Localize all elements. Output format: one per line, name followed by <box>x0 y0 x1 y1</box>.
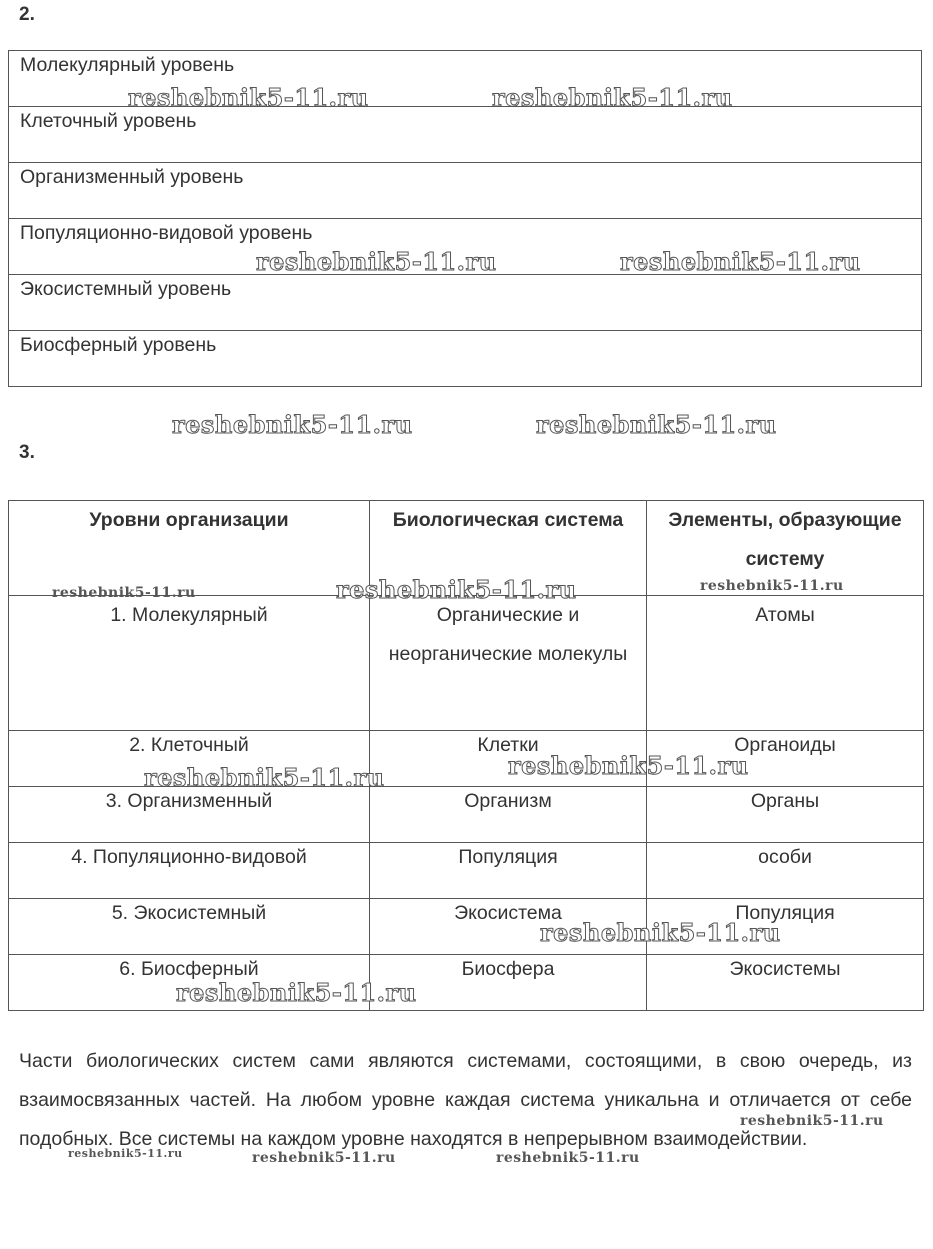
table-cell: Организм <box>370 787 647 843</box>
table-cell: Органоиды <box>647 731 924 787</box>
table-cell: Молекулярный уровень <box>9 51 922 107</box>
watermark: reshebnik5-11.ru <box>172 410 413 439</box>
watermark: reshebnik5-11.ru <box>176 978 417 1007</box>
table-cell: Популяционно-видовой уровень <box>9 219 922 275</box>
section-2-number: 2. <box>19 4 35 25</box>
watermark: reshebnik5-11.ru <box>128 83 369 112</box>
table-row <box>9 955 924 1011</box>
watermark: reshebnik5-11.ru <box>740 1113 884 1129</box>
table-cell: Экосистемы <box>647 955 924 1011</box>
explanation-paragraph: Части биологических систем сами являются системами, состоящими, в свою очередь, из взаимосвязанных частей. На любом уровне каждая система уникальна и отличается от себе подобных. Все системы на каждом уровне находятся в непрерывном взаимодействии. <box>19 1050 912 1150</box>
watermark: reshebnik5-11.ru <box>52 585 196 601</box>
table-row <box>9 899 924 955</box>
table-cell: Популяция <box>647 899 924 955</box>
table-row <box>9 596 924 731</box>
table-cell: 3. Организменный <box>9 787 370 843</box>
table-cell: 6. Биосферный <box>9 955 370 1011</box>
table-cell: Атомы <box>647 596 924 731</box>
table-row <box>9 843 924 899</box>
section-3-number: 3. <box>19 442 35 463</box>
watermark: reshebnik5-11.ru <box>540 918 781 947</box>
table-cell: 2. Клеточный <box>9 731 370 787</box>
table-cell: 1. Молекулярный <box>9 596 370 731</box>
table-cell: Клеточный уровень <box>9 107 922 163</box>
watermark: reshebnik5-11.ru <box>68 1147 183 1160</box>
column-header: Элементы, образующие систему <box>647 501 924 596</box>
table-cell: Экосистема <box>370 899 647 955</box>
watermark: reshebnik5-11.ru <box>700 578 844 594</box>
table-cell: Биосферный уровень <box>9 331 922 387</box>
watermark: reshebnik5-11.ru <box>620 247 861 276</box>
watermark: reshebnik5-11.ru <box>252 1150 396 1166</box>
watermark: reshebnik5-11.ru <box>536 410 777 439</box>
table-cell: Популяция <box>370 843 647 899</box>
table-row <box>9 331 922 387</box>
watermark: reshebnik5-11.ru <box>492 83 733 112</box>
table-cell: 4. Популяционно-видовой <box>9 843 370 899</box>
watermark: reshebnik5-11.ru <box>496 1150 640 1166</box>
table-row <box>9 163 922 219</box>
table-cell: особи <box>647 843 924 899</box>
column-header: Уровни организации <box>9 501 370 596</box>
table-cell: Экосистемный уровень <box>9 275 922 331</box>
table-row <box>9 787 924 843</box>
table-cell: Клетки <box>370 731 647 787</box>
watermark: reshebnik5-11.ru <box>144 763 385 792</box>
table-cell: Органические и неорганические молекулы <box>370 596 647 731</box>
column-header: Биологическая система <box>370 501 647 596</box>
watermark: reshebnik5-11.ru <box>256 247 497 276</box>
table-cell: Организменный уровень <box>9 163 922 219</box>
table-cell: 5. Экосистемный <box>9 899 370 955</box>
watermark: reshebnik5-11.ru <box>336 575 577 604</box>
table-cell: Биосфера <box>370 955 647 1011</box>
table-row <box>9 275 922 331</box>
table-row <box>9 107 922 163</box>
watermark: reshebnik5-11.ru <box>508 751 749 780</box>
table-cell: Органы <box>647 787 924 843</box>
